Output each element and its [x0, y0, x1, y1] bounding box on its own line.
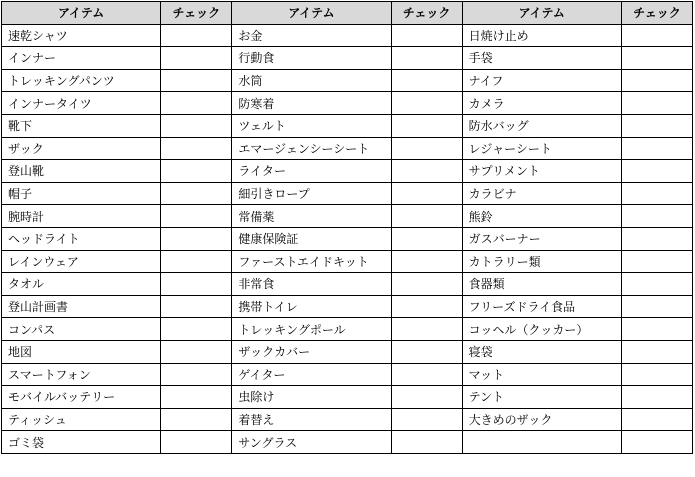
- check-cell[interactable]: [621, 24, 692, 47]
- table-row: [2, 363, 693, 386]
- check-cell[interactable]: [621, 431, 692, 454]
- item-cell: インナータイツ: [2, 92, 161, 115]
- item-cell: コッヘル（クッカー）: [462, 318, 621, 341]
- item-cell: ガスバーナー: [462, 227, 621, 250]
- item-cell: 水筒: [232, 69, 391, 92]
- item-cell: サングラス: [232, 431, 391, 454]
- item-cell: ザックカバー: [232, 340, 391, 363]
- item-cell: ファーストエイドキット: [232, 250, 391, 273]
- item-cell: 常備薬: [232, 205, 391, 228]
- item-cell: 防水バッグ: [462, 114, 621, 137]
- item-cell: 大きめのザック: [462, 408, 621, 431]
- item-cell: モバイルバッテリー: [2, 386, 161, 409]
- item-cell: トレッキングパンツ: [2, 69, 161, 92]
- check-cell[interactable]: [621, 227, 692, 250]
- check-cell[interactable]: [161, 137, 232, 160]
- check-cell[interactable]: [161, 47, 232, 70]
- check-cell[interactable]: [391, 363, 462, 386]
- table-row: [2, 318, 693, 341]
- check-cell[interactable]: [621, 92, 692, 115]
- check-cell[interactable]: [161, 386, 232, 409]
- item-cell: タオル: [2, 273, 161, 296]
- check-cell[interactable]: [391, 318, 462, 341]
- item-cell: お金: [232, 24, 391, 47]
- check-cell[interactable]: [621, 386, 692, 409]
- check-cell[interactable]: [391, 182, 462, 205]
- check-cell[interactable]: [391, 250, 462, 273]
- item-cell: 寝袋: [462, 340, 621, 363]
- header-check: チェック: [621, 2, 692, 25]
- item-cell: レジャーシート: [462, 137, 621, 160]
- check-cell[interactable]: [391, 295, 462, 318]
- item-cell: 食器類: [462, 273, 621, 296]
- check-cell[interactable]: [621, 182, 692, 205]
- item-cell: 登山計画書: [2, 295, 161, 318]
- check-cell[interactable]: [161, 273, 232, 296]
- table-row: [2, 250, 693, 273]
- check-cell[interactable]: [391, 114, 462, 137]
- check-cell[interactable]: [161, 295, 232, 318]
- item-cell: ツェルト: [232, 114, 391, 137]
- check-cell[interactable]: [621, 273, 692, 296]
- item-cell: ティッシュ: [2, 408, 161, 431]
- table-row: [2, 227, 693, 250]
- item-cell: 速乾シャツ: [2, 24, 161, 47]
- item-cell: 地図: [2, 340, 161, 363]
- check-cell[interactable]: [391, 92, 462, 115]
- item-cell: 手袋: [462, 47, 621, 70]
- table-row: [2, 160, 693, 183]
- item-cell: ライター: [232, 160, 391, 183]
- check-cell[interactable]: [391, 431, 462, 454]
- table-row: [2, 137, 693, 160]
- item-cell: テント: [462, 386, 621, 409]
- item-cell: 携帯トイレ: [232, 295, 391, 318]
- item-cell: カトラリー類: [462, 250, 621, 273]
- check-cell[interactable]: [621, 137, 692, 160]
- check-cell[interactable]: [391, 408, 462, 431]
- item-cell: 登山靴: [2, 160, 161, 183]
- check-cell[interactable]: [161, 205, 232, 228]
- item-cell: 帽子: [2, 182, 161, 205]
- check-cell[interactable]: [391, 24, 462, 47]
- header-row: [2, 2, 693, 25]
- header-check: チェック: [391, 2, 462, 25]
- table-row: [2, 408, 693, 431]
- check-cell[interactable]: [161, 431, 232, 454]
- check-cell[interactable]: [161, 69, 232, 92]
- item-cell: 靴下: [2, 114, 161, 137]
- item-cell: エマージェンシーシート: [232, 137, 391, 160]
- check-cell[interactable]: [621, 205, 692, 228]
- check-cell[interactable]: [391, 205, 462, 228]
- table-row: [2, 273, 693, 296]
- table-row: [2, 182, 693, 205]
- item-cell: 着替え: [232, 408, 391, 431]
- check-cell[interactable]: [161, 363, 232, 386]
- item-cell: トレッキングポール: [232, 318, 391, 341]
- item-cell: 防寒着: [232, 92, 391, 115]
- table-row: [2, 205, 693, 228]
- check-cell[interactable]: [391, 137, 462, 160]
- item-cell: ゲイター: [232, 363, 391, 386]
- table-row: [2, 69, 693, 92]
- check-cell[interactable]: [621, 408, 692, 431]
- header-item: アイテム: [2, 2, 161, 25]
- item-cell: インナー: [2, 47, 161, 70]
- check-cell[interactable]: [161, 24, 232, 47]
- check-cell[interactable]: [391, 227, 462, 250]
- check-cell[interactable]: [621, 318, 692, 341]
- check-cell[interactable]: [621, 160, 692, 183]
- check-cell[interactable]: [621, 250, 692, 273]
- item-cell: コンパス: [2, 318, 161, 341]
- item-cell: ヘッドライト: [2, 227, 161, 250]
- check-cell[interactable]: [391, 273, 462, 296]
- header-item: アイテム: [232, 2, 391, 25]
- item-cell: 熊鈴: [462, 205, 621, 228]
- table-row: [2, 114, 693, 137]
- check-cell[interactable]: [621, 340, 692, 363]
- check-cell[interactable]: [161, 182, 232, 205]
- header-item: アイテム: [462, 2, 621, 25]
- item-cell: フリーズドライ食品: [462, 295, 621, 318]
- item-cell: レインウェア: [2, 250, 161, 273]
- item-cell: 非常食: [232, 273, 391, 296]
- item-cell: カメラ: [462, 92, 621, 115]
- check-cell[interactable]: [391, 69, 462, 92]
- table-row: [2, 47, 693, 70]
- check-cell[interactable]: [391, 47, 462, 70]
- item-cell: マット: [462, 363, 621, 386]
- check-cell[interactable]: [161, 114, 232, 137]
- item-cell: 虫除け: [232, 386, 391, 409]
- check-cell[interactable]: [621, 114, 692, 137]
- item-cell: ザック: [2, 137, 161, 160]
- check-cell[interactable]: [621, 69, 692, 92]
- item-cell: 健康保険証: [232, 227, 391, 250]
- check-cell[interactable]: [391, 340, 462, 363]
- check-cell[interactable]: [161, 250, 232, 273]
- check-cell[interactable]: [161, 408, 232, 431]
- check-cell[interactable]: [161, 92, 232, 115]
- table-row: [2, 386, 693, 409]
- item-cell: サプリメント: [462, 160, 621, 183]
- item-cell: 日焼け止め: [462, 24, 621, 47]
- item-cell: [462, 431, 621, 454]
- item-cell: ゴミ袋: [2, 431, 161, 454]
- checklist-table: [1, 1, 693, 454]
- item-cell: カラビナ: [462, 182, 621, 205]
- item-cell: スマートフォン: [2, 363, 161, 386]
- check-cell[interactable]: [161, 340, 232, 363]
- table-row: [2, 431, 693, 454]
- item-cell: 細引きロープ: [232, 182, 391, 205]
- header-check: チェック: [161, 2, 232, 25]
- item-cell: 行動食: [232, 47, 391, 70]
- item-cell: 腕時計: [2, 205, 161, 228]
- check-cell[interactable]: [161, 318, 232, 341]
- check-cell[interactable]: [391, 386, 462, 409]
- check-cell[interactable]: [161, 160, 232, 183]
- table-row: [2, 92, 693, 115]
- check-cell[interactable]: [621, 295, 692, 318]
- check-cell[interactable]: [621, 363, 692, 386]
- item-cell: ナイフ: [462, 69, 621, 92]
- table-row: [2, 295, 693, 318]
- check-cell[interactable]: [621, 47, 692, 70]
- check-cell[interactable]: [161, 227, 232, 250]
- table-row: [2, 24, 693, 47]
- check-cell[interactable]: [391, 160, 462, 183]
- table-row: [2, 340, 693, 363]
